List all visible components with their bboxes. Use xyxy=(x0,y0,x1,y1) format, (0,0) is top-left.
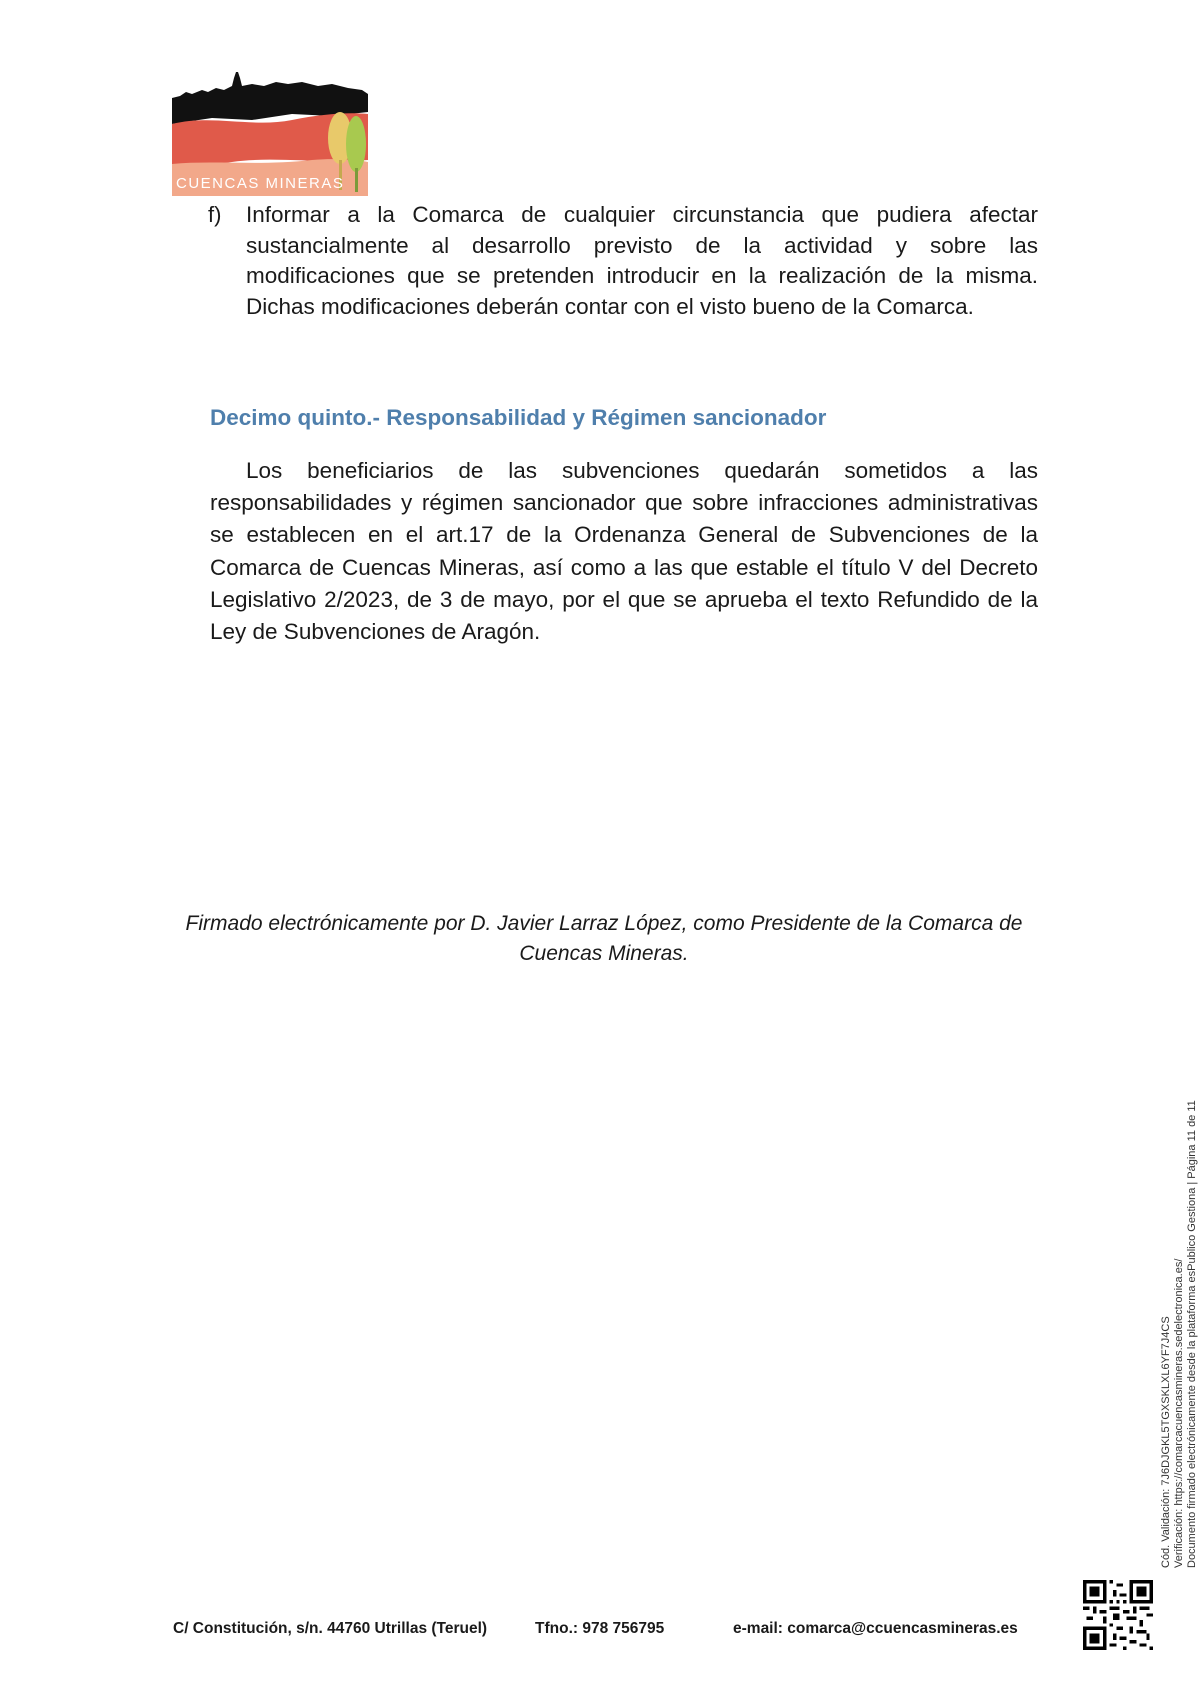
list-item-text: Informar a la Comarca de cualquier circunstancia que pudiera afectar sustancialmente al desarrollo previsto de la actividad y sobre las modificaciones que se pretenden introducir en la realización de la misma. Dichas modificaciones deberán contar con el visto bueno de la Comarca. xyxy=(246,202,1038,319)
qr-code xyxy=(1083,1580,1153,1650)
footer-email[interactable]: e-mail: comarca@ccuencasmineras.es xyxy=(733,1620,1018,1637)
verification-sidebar xyxy=(1160,1048,1199,1568)
electronic-signature: Firmado electrónicamente por D. Javier Larraz López, como Presidente de la Comarca de Cuencas Mineras. xyxy=(185,912,1023,965)
cuencas-mineras-logo xyxy=(172,68,372,196)
validation-code: Cód. Validación: 7J6DJGKL5TGXSKLXL6YF7J4CS xyxy=(1160,1316,1172,1568)
logo-text: CUENCAS MINERAS xyxy=(176,175,345,192)
footer-phone: Tfno.: 978 756795 xyxy=(535,1620,665,1637)
tree-green xyxy=(346,116,366,172)
list-item-f xyxy=(208,200,1038,322)
footer-address: C/ Constitución, s/n. 44760 Utrillas (Teruel) xyxy=(173,1620,488,1637)
list-marker: f) xyxy=(208,202,222,227)
verification-url[interactable]: Verificación: https://comarcacuencasmineras.sedelectronica.es/ xyxy=(1173,1258,1185,1568)
section-paragraph: Los beneficiarios de las subvenciones quedarán sometidos a las responsabilidades y régimen sancionador que sobre infracciones administrativas se establecen en el art.17 de la Ordenanza General de Subvenciones de la Comarca de Cuencas Mineras, así como a las que estable el título V del Decreto Legislativo 2/2023, de 3 de mayo, por el que se aprueba el texto Refundido de la Ley de Subvenciones de Aragón. xyxy=(210,458,1038,645)
signature-platform-note: Documento firmado electrónicamente desde la plataforma esPublico Gestiona | Página 11 de 11 xyxy=(1186,1100,1198,1568)
page-footer xyxy=(173,1620,1041,1644)
section-heading: Decimo quinto.- Responsabilidad y Régimen sancionador xyxy=(210,405,827,430)
